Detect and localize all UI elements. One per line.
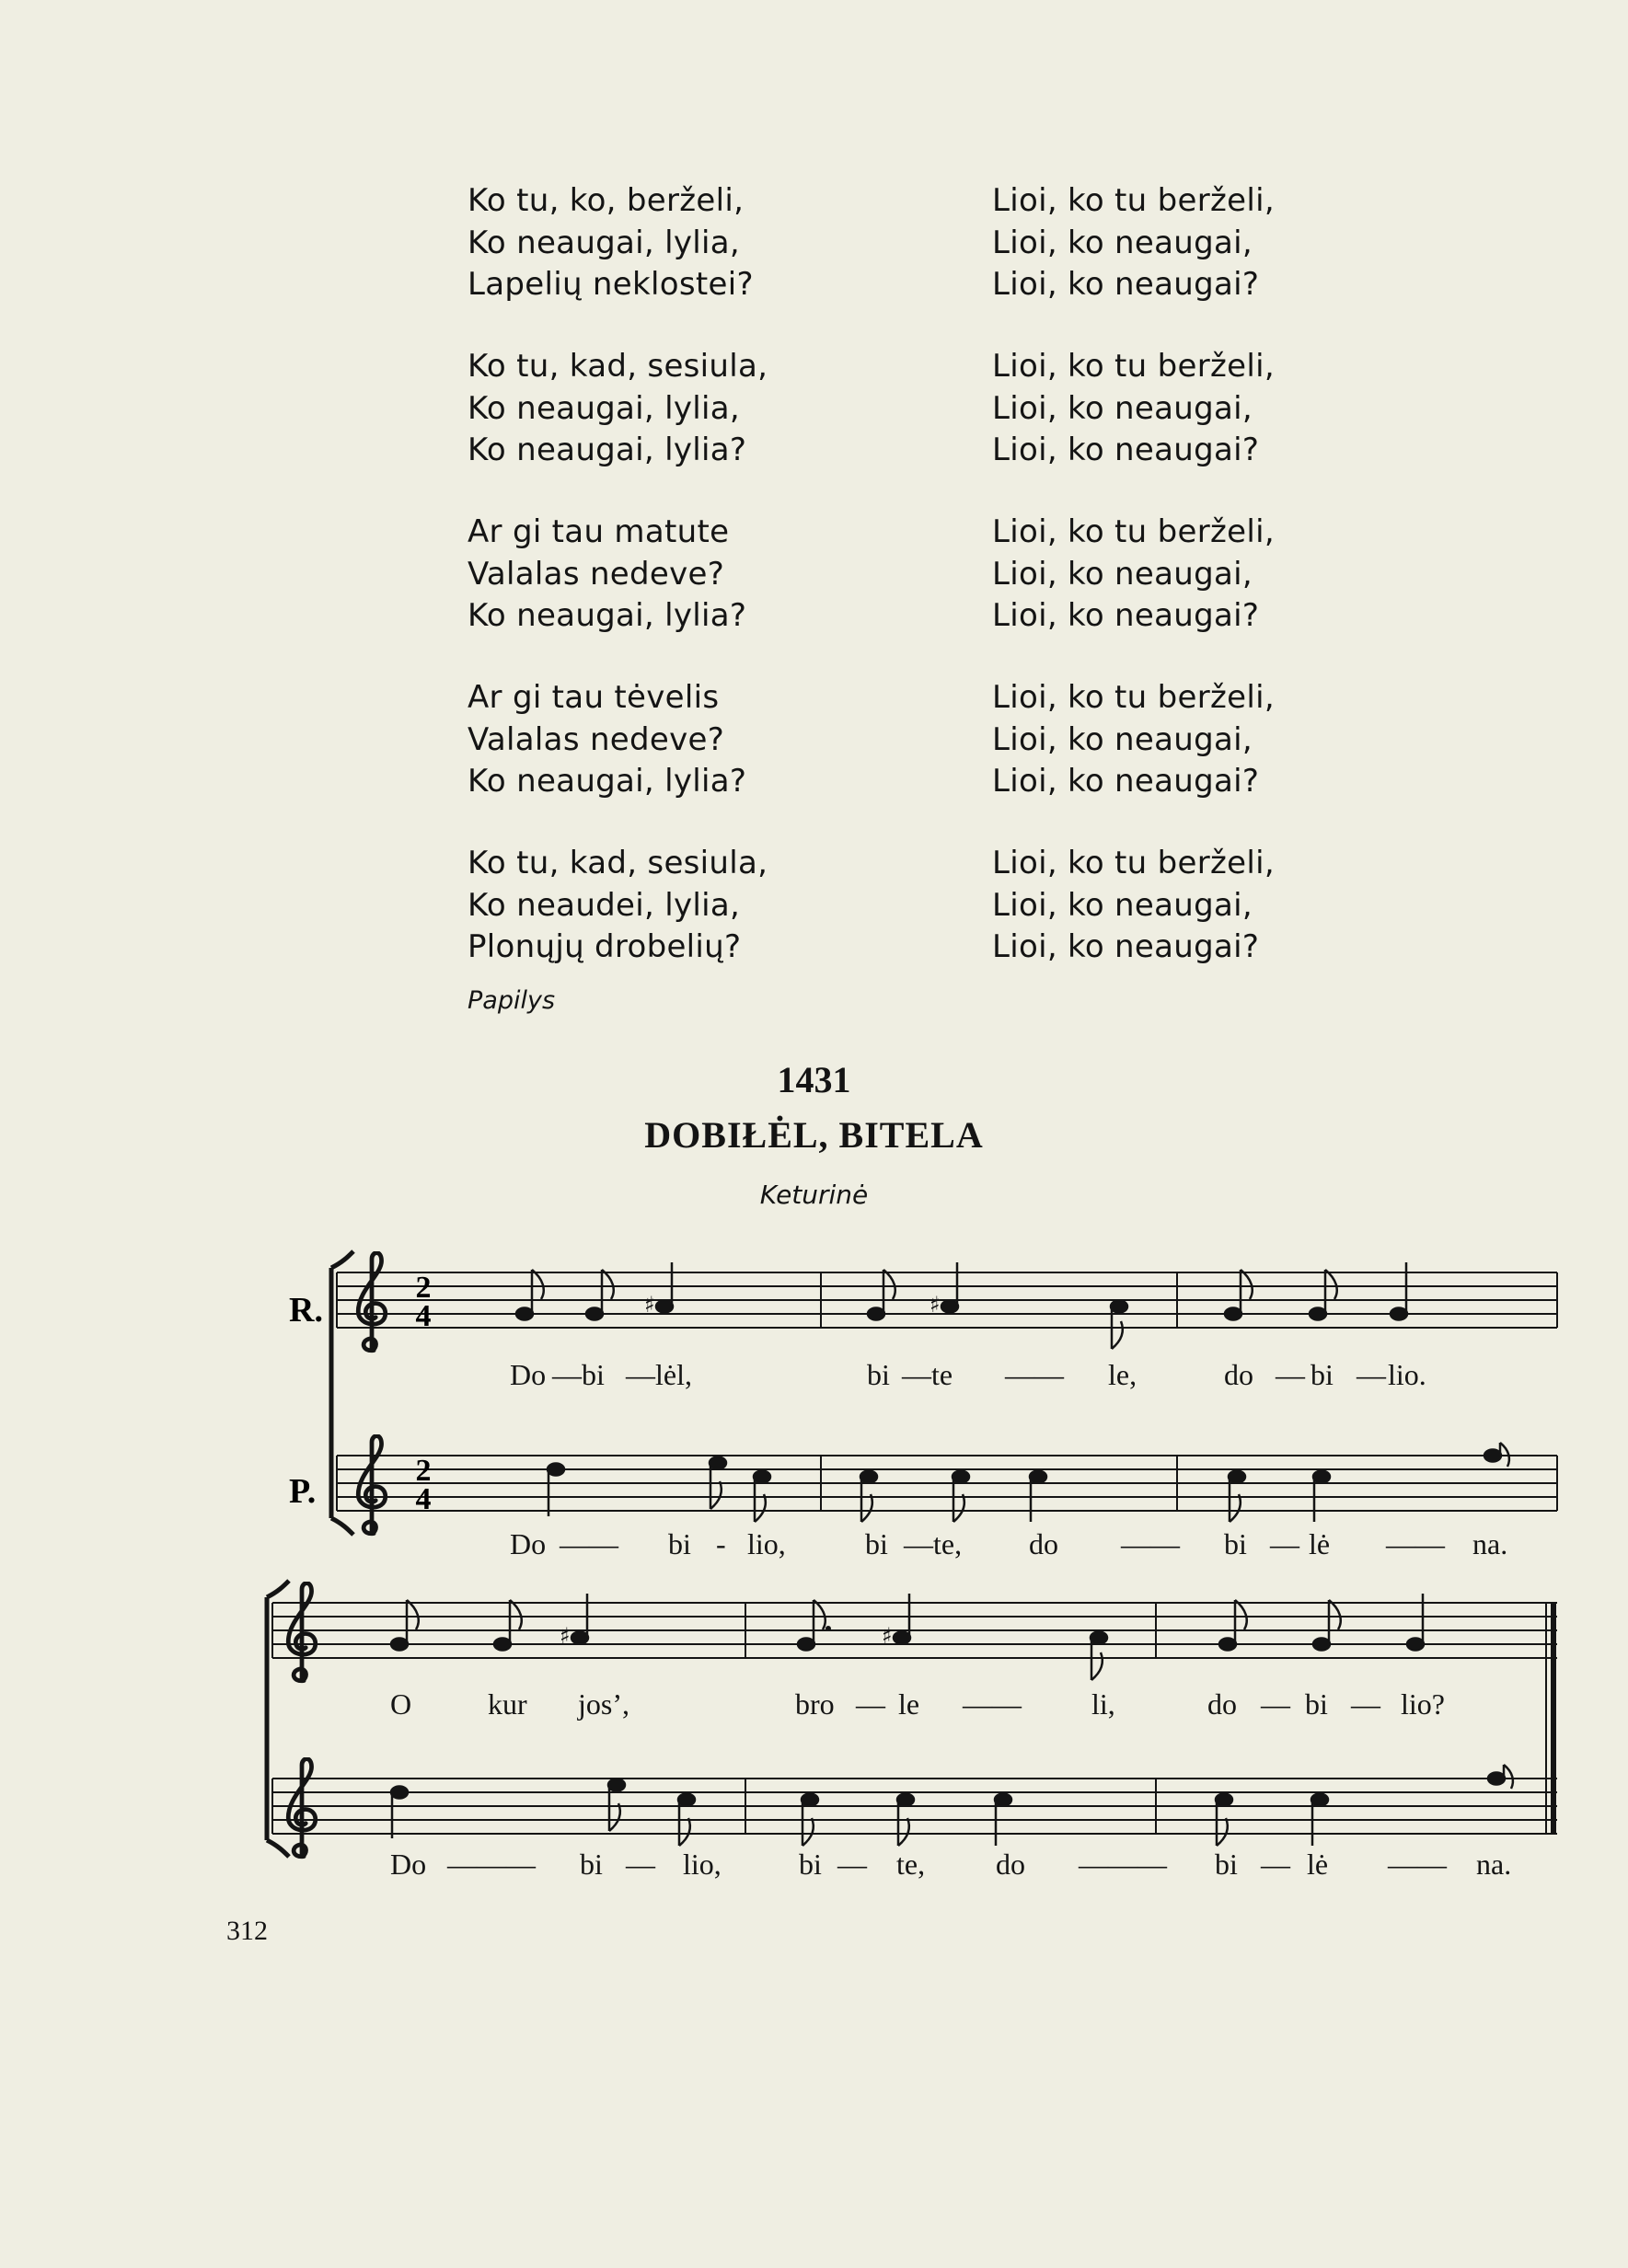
syllable: ——: [1121, 1527, 1180, 1560]
refrain-line: Lioi, ko neaugai?: [992, 763, 1260, 800]
syllable: do: [996, 1848, 1025, 1881]
refrain-line: Lioi, ko tu berželi,: [992, 679, 1275, 716]
refrain-line: Lioi, ko neaugai?: [992, 266, 1260, 303]
refrain-line: Lioi, ko tu berželi,: [992, 348, 1275, 385]
refrain-line: Lioi, ko neaugai?: [992, 928, 1260, 965]
syllable: —: [837, 1848, 867, 1881]
syllable: bi: [580, 1848, 603, 1881]
time-sig-top: 2: [415, 1454, 432, 1488]
system-1: [289, 1251, 1557, 1535]
time-sig-top: 2: [415, 1271, 432, 1305]
syllable: lė: [1307, 1848, 1329, 1881]
time-sig-bottom: 4: [415, 1482, 432, 1516]
syllable: bi: [799, 1848, 822, 1881]
syllable: bi: [1305, 1687, 1328, 1721]
refrain-line: Lioi, ko neaugai?: [992, 597, 1260, 634]
syllable: li,: [1091, 1687, 1115, 1721]
syllable: lio?: [1401, 1687, 1445, 1721]
syllable: —lėl,: [626, 1358, 692, 1391]
verse-line: Ko neaugai, lylia?: [468, 763, 747, 800]
verse-line: Ar gi tau matute: [468, 513, 730, 550]
staff-p2: [272, 1779, 1557, 1834]
svg-text:♯: ♯: [560, 1623, 571, 1649]
syllable: do: [1224, 1358, 1253, 1391]
syllable: Do: [510, 1358, 547, 1391]
syllable: bro: [795, 1687, 835, 1721]
syllable: bi: [668, 1527, 691, 1560]
treble-clef-icon: [358, 1436, 386, 1534]
syllable: do: [1207, 1687, 1237, 1721]
syllable: Do: [510, 1527, 547, 1560]
notes-r2: [391, 1594, 1424, 1680]
verse-line: Ko neaugai, lylia,: [468, 224, 741, 261]
verse-line: Ko neaugai, lylia,: [468, 389, 741, 427]
treble-clef-icon: [288, 1583, 316, 1681]
syllable: bi: [865, 1527, 888, 1560]
svg-text:♯: ♯: [644, 1292, 655, 1318]
system-bracket: [267, 1581, 289, 1857]
syllable: ——: [560, 1527, 618, 1560]
syllable: —: [1261, 1848, 1290, 1881]
svg-text:♯: ♯: [882, 1623, 893, 1649]
treble-clef-icon: [358, 1253, 386, 1351]
refrain-line: Lioi, ko neaugai,: [992, 886, 1253, 924]
refrain-line: Lioi, ko neaugai,: [992, 555, 1253, 593]
verse-line: Ko neaugai, lylia?: [468, 432, 747, 468]
verse-line: Ko tu, kad, sesiula,: [468, 845, 768, 881]
refrain-line: Lioi, ko neaugai?: [992, 432, 1260, 468]
song-title: DOBIŁĖL, BITELA: [644, 1114, 984, 1156]
syllable: —: [1357, 1358, 1386, 1391]
treble-clef-icon: [288, 1759, 316, 1857]
syllable: —te: [902, 1358, 953, 1391]
syllable: le,: [1108, 1358, 1137, 1391]
syllable: —: [1351, 1687, 1380, 1721]
syllable: bi: [1310, 1358, 1334, 1391]
verse-line: Valalas nedeve?: [468, 720, 725, 758]
refrain-line: Lioi, ko neaugai,: [992, 720, 1253, 758]
syllable: Do: [390, 1848, 427, 1881]
voice-label-r: R.: [289, 1291, 323, 1330]
syllable: ——: [1386, 1527, 1445, 1560]
refrain-line: Lioi, ko tu berželi,: [992, 845, 1275, 881]
syllable: ———: [447, 1848, 536, 1881]
source-place: Papilys: [468, 986, 556, 1015]
verse-line: Lapelių neklostei?: [468, 266, 754, 303]
syllable: lio,: [683, 1848, 722, 1881]
syllable: jos’,: [578, 1687, 629, 1721]
syllable: —: [626, 1848, 655, 1881]
syllable: O: [390, 1687, 412, 1721]
syllable: ——: [1005, 1358, 1064, 1391]
page-number: 312: [226, 1916, 268, 1946]
syllable: te,: [896, 1848, 926, 1881]
syllable: lio,: [747, 1527, 786, 1560]
staff-r2: [272, 1603, 1557, 1658]
verse-line: Ko tu, kad, sesiula,: [468, 348, 768, 385]
syllable: lio.: [1388, 1358, 1426, 1391]
syllable: —: [1261, 1687, 1290, 1721]
syllable: bi: [1215, 1848, 1238, 1881]
verse-line: Valalas nedeve?: [468, 555, 725, 593]
syllable: ——: [1388, 1848, 1447, 1881]
verse-line: Ar gi tau tėvelis: [468, 679, 720, 716]
syllable: bi: [867, 1358, 890, 1391]
syllable: kur: [488, 1687, 527, 1721]
voice-label-p: P.: [289, 1472, 317, 1511]
syllable: do: [1029, 1527, 1058, 1560]
syllable: lė: [1309, 1527, 1331, 1560]
syllable: -: [716, 1527, 726, 1560]
song-type: Keturinė: [759, 1180, 869, 1210]
syllable: —: [856, 1687, 885, 1721]
syllable: na.: [1476, 1848, 1512, 1881]
staff-p1: [337, 1456, 1557, 1511]
song-number: 1431: [777, 1059, 851, 1100]
refrain-line: Lioi, ko neaugai,: [992, 224, 1253, 261]
refrain-line: Lioi, ko neaugai,: [992, 389, 1253, 427]
verse-line: Ko neaudei, lylia,: [468, 886, 741, 924]
refrain-line: Lioi, ko tu berželi,: [992, 513, 1275, 550]
svg-text:♯: ♯: [929, 1292, 941, 1318]
syllable: —: [1276, 1358, 1305, 1391]
verse-line: Ko neaugai, lylia?: [468, 597, 747, 634]
verse-line: Ko tu, ko, berželi,: [468, 182, 745, 219]
syllable: bi: [1224, 1527, 1247, 1560]
syllable: —: [1270, 1527, 1299, 1560]
syllable: ———: [1079, 1848, 1167, 1881]
time-sig-bottom: 4: [415, 1299, 432, 1333]
syllable: ——: [963, 1687, 1022, 1721]
notes-r1: [516, 1262, 1407, 1349]
verse-line: Plonųjų drobelių?: [468, 928, 742, 965]
syllable: na.: [1472, 1527, 1508, 1560]
refrain-line: Lioi, ko tu berželi,: [992, 182, 1275, 219]
syllable: —bi: [552, 1358, 605, 1391]
syllable: le: [898, 1687, 920, 1721]
system-bracket: [331, 1251, 353, 1535]
syllable: —te,: [904, 1527, 963, 1560]
